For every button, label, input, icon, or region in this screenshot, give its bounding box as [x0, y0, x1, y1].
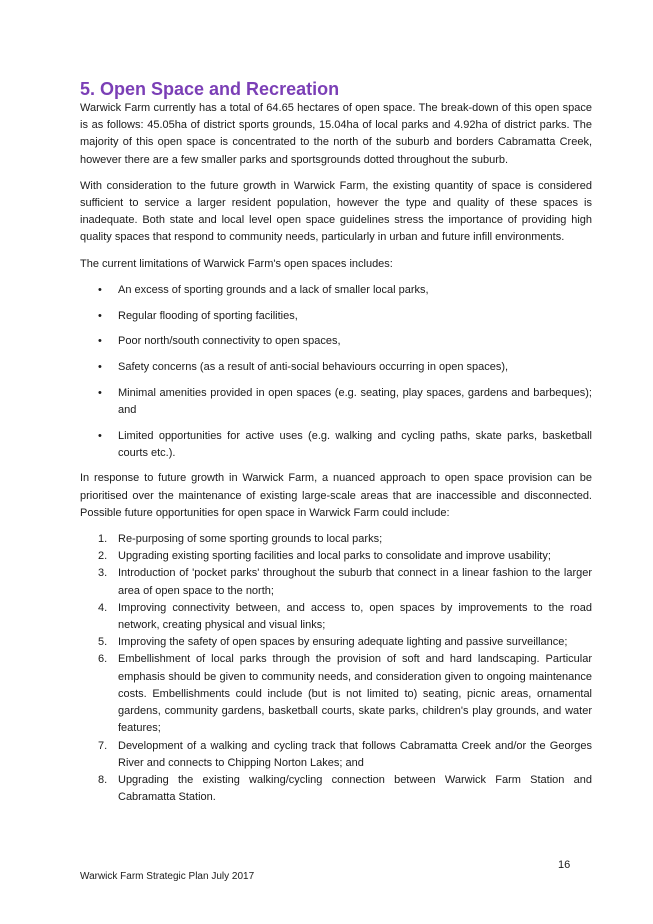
section-heading: 5. Open Space and Recreation — [80, 79, 340, 99]
intro-paragraph: Warwick Farm currently has a total of 64.65 hectares of open space. The break-down of this open space is as follows: 45.05ha of district sports grounds, 15.04ha of local parks and 4.92ha of district parks. The majority of this open space is concentrated to the north of the suburb and borders Cabramatta Creek, however there are a few smaller parks and sportsgrounds dotted throughout the suburb. — [80, 102, 592, 166]
bullet-icon: • — [98, 386, 102, 399]
list-item: • Minimal amenities provided in open spaces (e.g. seating, play spaces, gardens and barbeques); and — [98, 386, 592, 416]
list-item: • Safety concerns (as a result of anti-social behaviours occurring in open spaces), — [80, 359, 592, 376]
list-item: 7. Development of a walking and cycling track that follows Cabramatta Creek and/or the Georges River and connects to Chipping Norton Lakes; and — [98, 739, 592, 769]
list-item: • An excess of sporting grounds and a lack of smaller local parks, — [80, 282, 592, 299]
limitations-list — [80, 282, 592, 462]
list-item: • Limited opportunities for active uses (e.g. walking and cycling paths, skate parks, basketball courts etc.). — [98, 429, 592, 459]
opportunities-list — [80, 531, 592, 806]
bullet-icon: • — [98, 335, 102, 348]
limitations-intro: The current limitations of Warwick Farm's open spaces includes: — [80, 257, 393, 270]
bullet-icon: • — [98, 360, 102, 373]
list-item: 1. Re-purposing of some sporting grounds to local parks; — [98, 533, 383, 546]
list-item: 3. Introduction of 'pocket parks' throughout the suburb that connect in a linear fashion to the larger area of open space to the north; — [98, 567, 592, 597]
bullet-icon: • — [98, 429, 102, 442]
growth-paragraph: With consideration to the future growth in Warwick Farm, the existing quantity of space is considered sufficient to service a larger resident population, however the type and quality of these spaces is inadequate. Both state and local level open space guidelines stress the importance of providing high quality spaces that respond to community needs, particularly in urban and future infill environments. — [80, 179, 592, 244]
opportunities-intro: In response to future growth in Warwick Farm, a nuanced approach to open space provision can be prioritised over the maintenance of existing large-scale areas that are inaccessible and disconnected. Possible future opportunities for open space in Warwick Farm could include: — [80, 472, 592, 519]
list-item: 4. Improving connectivity between, and access to, open spaces by improvements to the road network, creating physical and visual links; — [98, 601, 592, 632]
list-item: • Poor north/south connectivity to open spaces, — [80, 333, 592, 350]
page-number: 16 — [558, 859, 571, 871]
bullet-icon: • — [98, 283, 102, 296]
page-content — [80, 78, 592, 806]
bullet-icon: • — [98, 309, 102, 322]
list-item: • Regular flooding of sporting facilities, — [80, 308, 592, 325]
list-item: 5. Improving the safety of open spaces by ensuring adequate lighting and passive surveillance; — [98, 636, 568, 649]
list-item: 2. Upgrading existing sporting facilities and local parks to consolidate and improve usability; — [98, 550, 551, 563]
list-item: 6. Embellishment of local parks through the provision of soft and hard landscaping. Particular emphasis should be given to community needs, and consideration given to ongoing maintenance costs. Embellishments could include (but is not limited to) seating, picnic areas, ornamental gardens, community gardens, basketball courts, skate parks, children's play grounds, and water features; — [98, 653, 592, 735]
footer-document-title: Warwick Farm Strategic Plan July 2017 — [80, 871, 255, 882]
list-item: 8. Upgrading the existing walking/cycling connection between Warwick Farm Station and Cabramatta Station. — [98, 773, 592, 804]
